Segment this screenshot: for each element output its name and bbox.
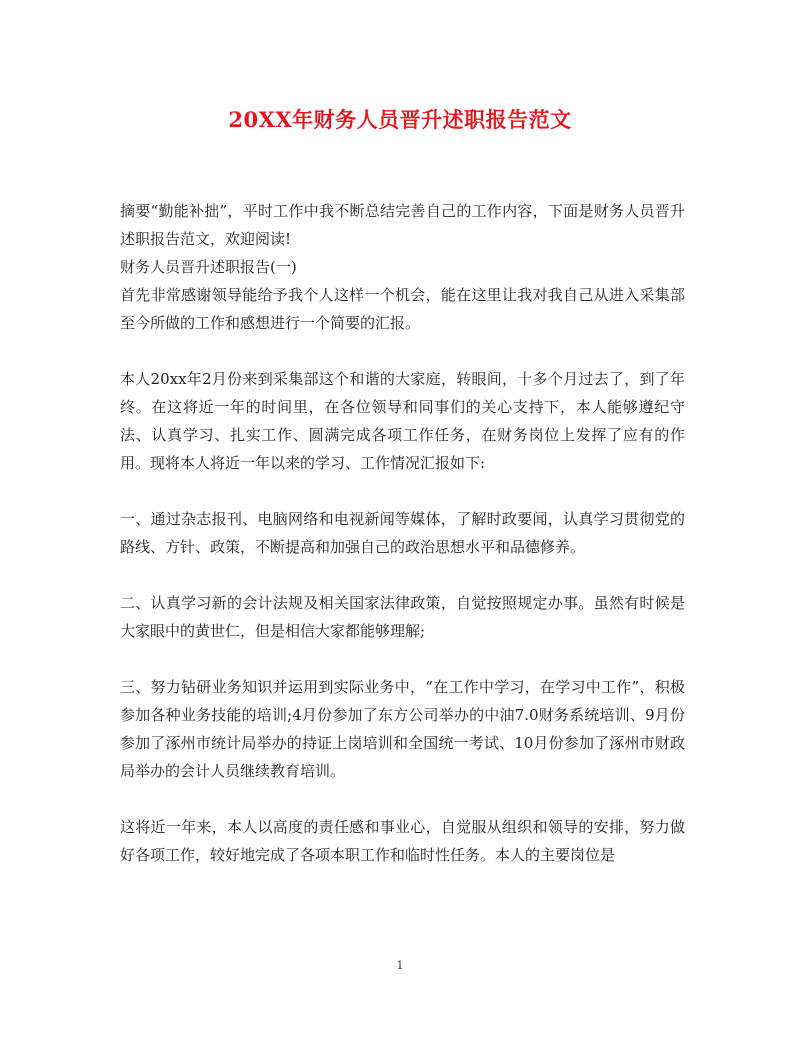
intro-paragraph: 首先非常感谢领导能给予我个人这样一个机会，能在这里让我对我自己从进入采集部至今所做的工作和感想进行一个简要的汇报。 <box>120 286 685 332</box>
document-title: 20XX年财务人员晋升述职报告范文 <box>228 107 572 132</box>
document-body <box>120 197 685 869</box>
summary-paragraph: 这将近一年来，本人以高度的责任感和事业心，自觉服从组织和领导的安排，努力做好各项工作，较好地完成了各项本职工作和临时性任务。本人的主要岗位是 <box>120 818 685 864</box>
page-number: 1 <box>396 959 404 972</box>
point-two-paragraph: 二、认真学习新的会计法规及相关国家法律政策，自觉按照规定办事。虽然有时候是大家眼中的黄世仁，但是相信大家都能够理解; <box>120 594 685 640</box>
point-three-paragraph: 三、努力钻研业务知识并运用到实际业务中，“在工作中学习，在学习中工作”，积极参加各种业务技能的培训;4月份参加了东方公司举办的中油7.0财务系统培训、9月份参加了涿州市统计局举办的持证上岗培训和全国统一考试、10月份参加了涿州市财政局举办的会计人员继续教育培训。 <box>120 678 685 780</box>
abstract-paragraph: 摘要“勤能补拙”，平时工作中我不断总结完善自己的工作内容，下面是财务人员晋升述职报告范文，欢迎阅读! <box>120 202 685 248</box>
background-paragraph: 本人20xx年2月份来到采集部这个和谐的大家庭，转眼间，十多个月过去了，到了年终。在这将近一年的时间里，在各位领导和同事们的关心支持下，本人能够遵纪守法、认真学习、扎实工作、圆满完成各项工作任务，在财务岗位上发挥了应有的作用。现将本人将近一年以来的学习、工作情况汇报如下: <box>120 370 685 472</box>
point-one-paragraph: 一、通过杂志报刊、电脑网络和电视新闻等媒体，了解时政要闻，认真学习贯彻党的路线、方针、政策，不断提高和加强自己的政治思想水平和品德修养。 <box>120 510 685 556</box>
section-heading: 财务人员晋升述职报告(一) <box>120 258 297 276</box>
